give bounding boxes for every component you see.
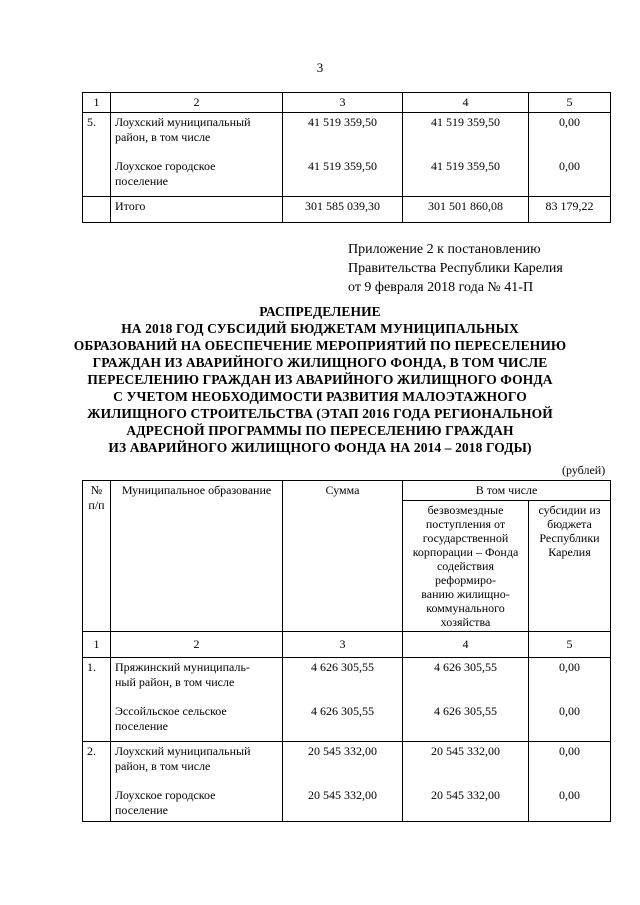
sum-value: 4 626 305,55 — [311, 660, 374, 674]
title-line: АДРЕСНОЙ ПРОГРАММЫ ПО ПЕРЕСЕЛЕНИЮ ГРАЖДАН — [126, 423, 514, 438]
row-number: 1. — [83, 658, 111, 742]
municipality-cell — [111, 658, 283, 742]
budget-cell — [529, 113, 611, 197]
title-line: С УЧЕТОМ НЕОБХОДИМОСТИ РАЗВИТИЯ МАЛОЭТАЖНОГО — [113, 389, 527, 404]
municipality-name-line: поселение — [115, 174, 169, 188]
sum-value: 20 545 332,00 — [308, 744, 377, 758]
title-line: ОБРАЗОВАНИЙ НА ОБЕСПЕЧЕНИЕ МЕРОПРИЯТИЙ ПО ПЕРЕСЕЛЕНИЮ — [73, 338, 567, 353]
municipality-name-line: Пряжинский муниципаль- — [115, 660, 250, 674]
table-row — [83, 113, 611, 197]
units-label: (рублей) — [562, 463, 606, 477]
municipality-name-line: поселение — [115, 719, 169, 733]
col-index: 4 — [403, 632, 529, 658]
header-text: государственной — [422, 531, 509, 545]
header-text: хозяйства — [440, 615, 491, 629]
document-title — [0, 303, 640, 456]
fund-cell — [403, 742, 529, 822]
sum-cell — [283, 658, 403, 742]
col-index: 4 — [403, 93, 529, 113]
header-text: бюджета — [547, 517, 592, 531]
sum-value: 41 519 359,50 — [308, 115, 377, 129]
table-row — [83, 742, 611, 822]
title-line: ЖИЛИЩНОГО СТРОИТЕЛЬСТВА (ЭТАП 2016 ГОДА РЕГИОНАЛЬНОЙ — [87, 406, 553, 421]
col-index: 5 — [529, 93, 611, 113]
municipality-name-line: поселение — [115, 803, 169, 817]
municipality-cell — [111, 742, 283, 822]
row-number: 5. — [83, 113, 111, 197]
municipality-name-line: ный район, в том числе — [115, 675, 235, 689]
fund-value: 4 626 305,55 — [434, 704, 497, 718]
title-line: РАСПРЕДЕЛЕНИЕ — [259, 304, 381, 319]
header-fund — [403, 501, 529, 632]
total-label: Итого — [111, 197, 283, 223]
fund-value: 20 545 332,00 — [431, 788, 500, 802]
header-including: В том числе — [403, 481, 611, 501]
table-row — [83, 658, 611, 742]
header-text: поступления от — [425, 517, 506, 531]
title-line: ИЗ АВАРИЙНОГО ЖИЛИЩНОГО ФОНДА НА 2014 – 2018 ГОДЫ) — [108, 440, 532, 455]
total-sum: 301 585 039,30 — [283, 197, 403, 223]
header-text: безвозмездные — [427, 503, 504, 517]
sum-value: 4 626 305,55 — [311, 704, 374, 718]
distribution-table — [82, 480, 611, 822]
fund-value: 41 519 359,50 — [431, 115, 500, 129]
appendix-line: от 9 февраля 2018 года № 41-П — [348, 280, 534, 295]
total-budget: 83 179,22 — [529, 197, 611, 223]
col-index: 1 — [83, 632, 111, 658]
title-line: ПЕРЕСЕЛЕНИЮ ГРАЖДАН ИЗ АВАРИЙНОГО ЖИЛИЩНОГО ФОНДА — [87, 372, 553, 387]
header-budget — [529, 501, 611, 632]
municipality-name-line: Лоухский муниципальный — [115, 744, 251, 758]
sum-cell — [283, 113, 403, 197]
sum-value: 41 519 359,50 — [308, 159, 377, 173]
budget-value: 0,00 — [559, 660, 580, 674]
table-header-row — [83, 93, 611, 113]
appendix-line: Приложение 2 к постановлению — [348, 242, 541, 257]
header-text: субсидии из — [538, 503, 601, 517]
sum-value: 20 545 332,00 — [308, 788, 377, 802]
budget-value: 0,00 — [559, 115, 580, 129]
title-line: НА 2018 ГОД СУБСИДИЙ БЮДЖЕТАМ МУНИЦИПАЛЬНЫХ — [121, 321, 519, 336]
municipality-name-line: район, в том числе — [115, 130, 211, 144]
budget-value: 0,00 — [559, 159, 580, 173]
fund-value: 41 519 359,50 — [431, 159, 500, 173]
fund-cell — [403, 113, 529, 197]
header-text: Карелия — [548, 545, 591, 559]
header-text: п/п — [88, 498, 105, 512]
header-text: № — [90, 483, 103, 497]
appendix-caption — [348, 240, 563, 297]
total-row — [83, 197, 611, 223]
budget-value: 0,00 — [559, 744, 580, 758]
header-text: корпорации – Фонда — [412, 545, 519, 559]
col-index: 3 — [283, 632, 403, 658]
budget-value: 0,00 — [559, 788, 580, 802]
row-number: 2. — [83, 742, 111, 822]
header-sum: Сумма — [283, 481, 403, 632]
header-text: ванию жилищно- — [421, 587, 510, 601]
col-index: 5 — [529, 632, 611, 658]
fund-value: 4 626 305,55 — [434, 660, 497, 674]
header-text: Республики — [539, 531, 600, 545]
header-text: коммунального — [426, 601, 505, 615]
budget-cell — [529, 742, 611, 822]
municipality-name-line: район, в том числе — [115, 759, 211, 773]
page-number: 3 — [316, 60, 324, 75]
header-num — [83, 481, 111, 632]
header-municipality: Муниципальное образование — [111, 481, 283, 632]
budget-cell — [529, 658, 611, 742]
continuation-table — [82, 92, 611, 223]
municipality-name-line: Лоухский муниципальный — [115, 115, 251, 129]
municipality-name-line: Лоухское городское — [115, 788, 216, 802]
header-text: содействия реформиро- — [434, 559, 497, 587]
col-index: 2 — [111, 93, 283, 113]
budget-value: 0,00 — [559, 704, 580, 718]
col-index: 2 — [111, 632, 283, 658]
fund-cell — [403, 658, 529, 742]
total-fund: 301 501 860,08 — [403, 197, 529, 223]
municipality-cell — [111, 113, 283, 197]
appendix-line: Правительства Республики Карелия — [348, 261, 563, 276]
table-header-row — [83, 481, 611, 501]
municipality-name-line: Лоухское городское — [115, 159, 216, 173]
col-index: 1 — [83, 93, 111, 113]
municipality-name-line: Эссойльское сельское — [115, 704, 227, 718]
title-line: ГРАЖДАН ИЗ АВАРИЙНОГО ЖИЛИЩНОГО ФОНДА, В ТОМ ЧИСЛЕ — [92, 355, 548, 370]
index-row — [83, 632, 611, 658]
sum-cell — [283, 742, 403, 822]
col-index: 3 — [283, 93, 403, 113]
fund-value: 20 545 332,00 — [431, 744, 500, 758]
